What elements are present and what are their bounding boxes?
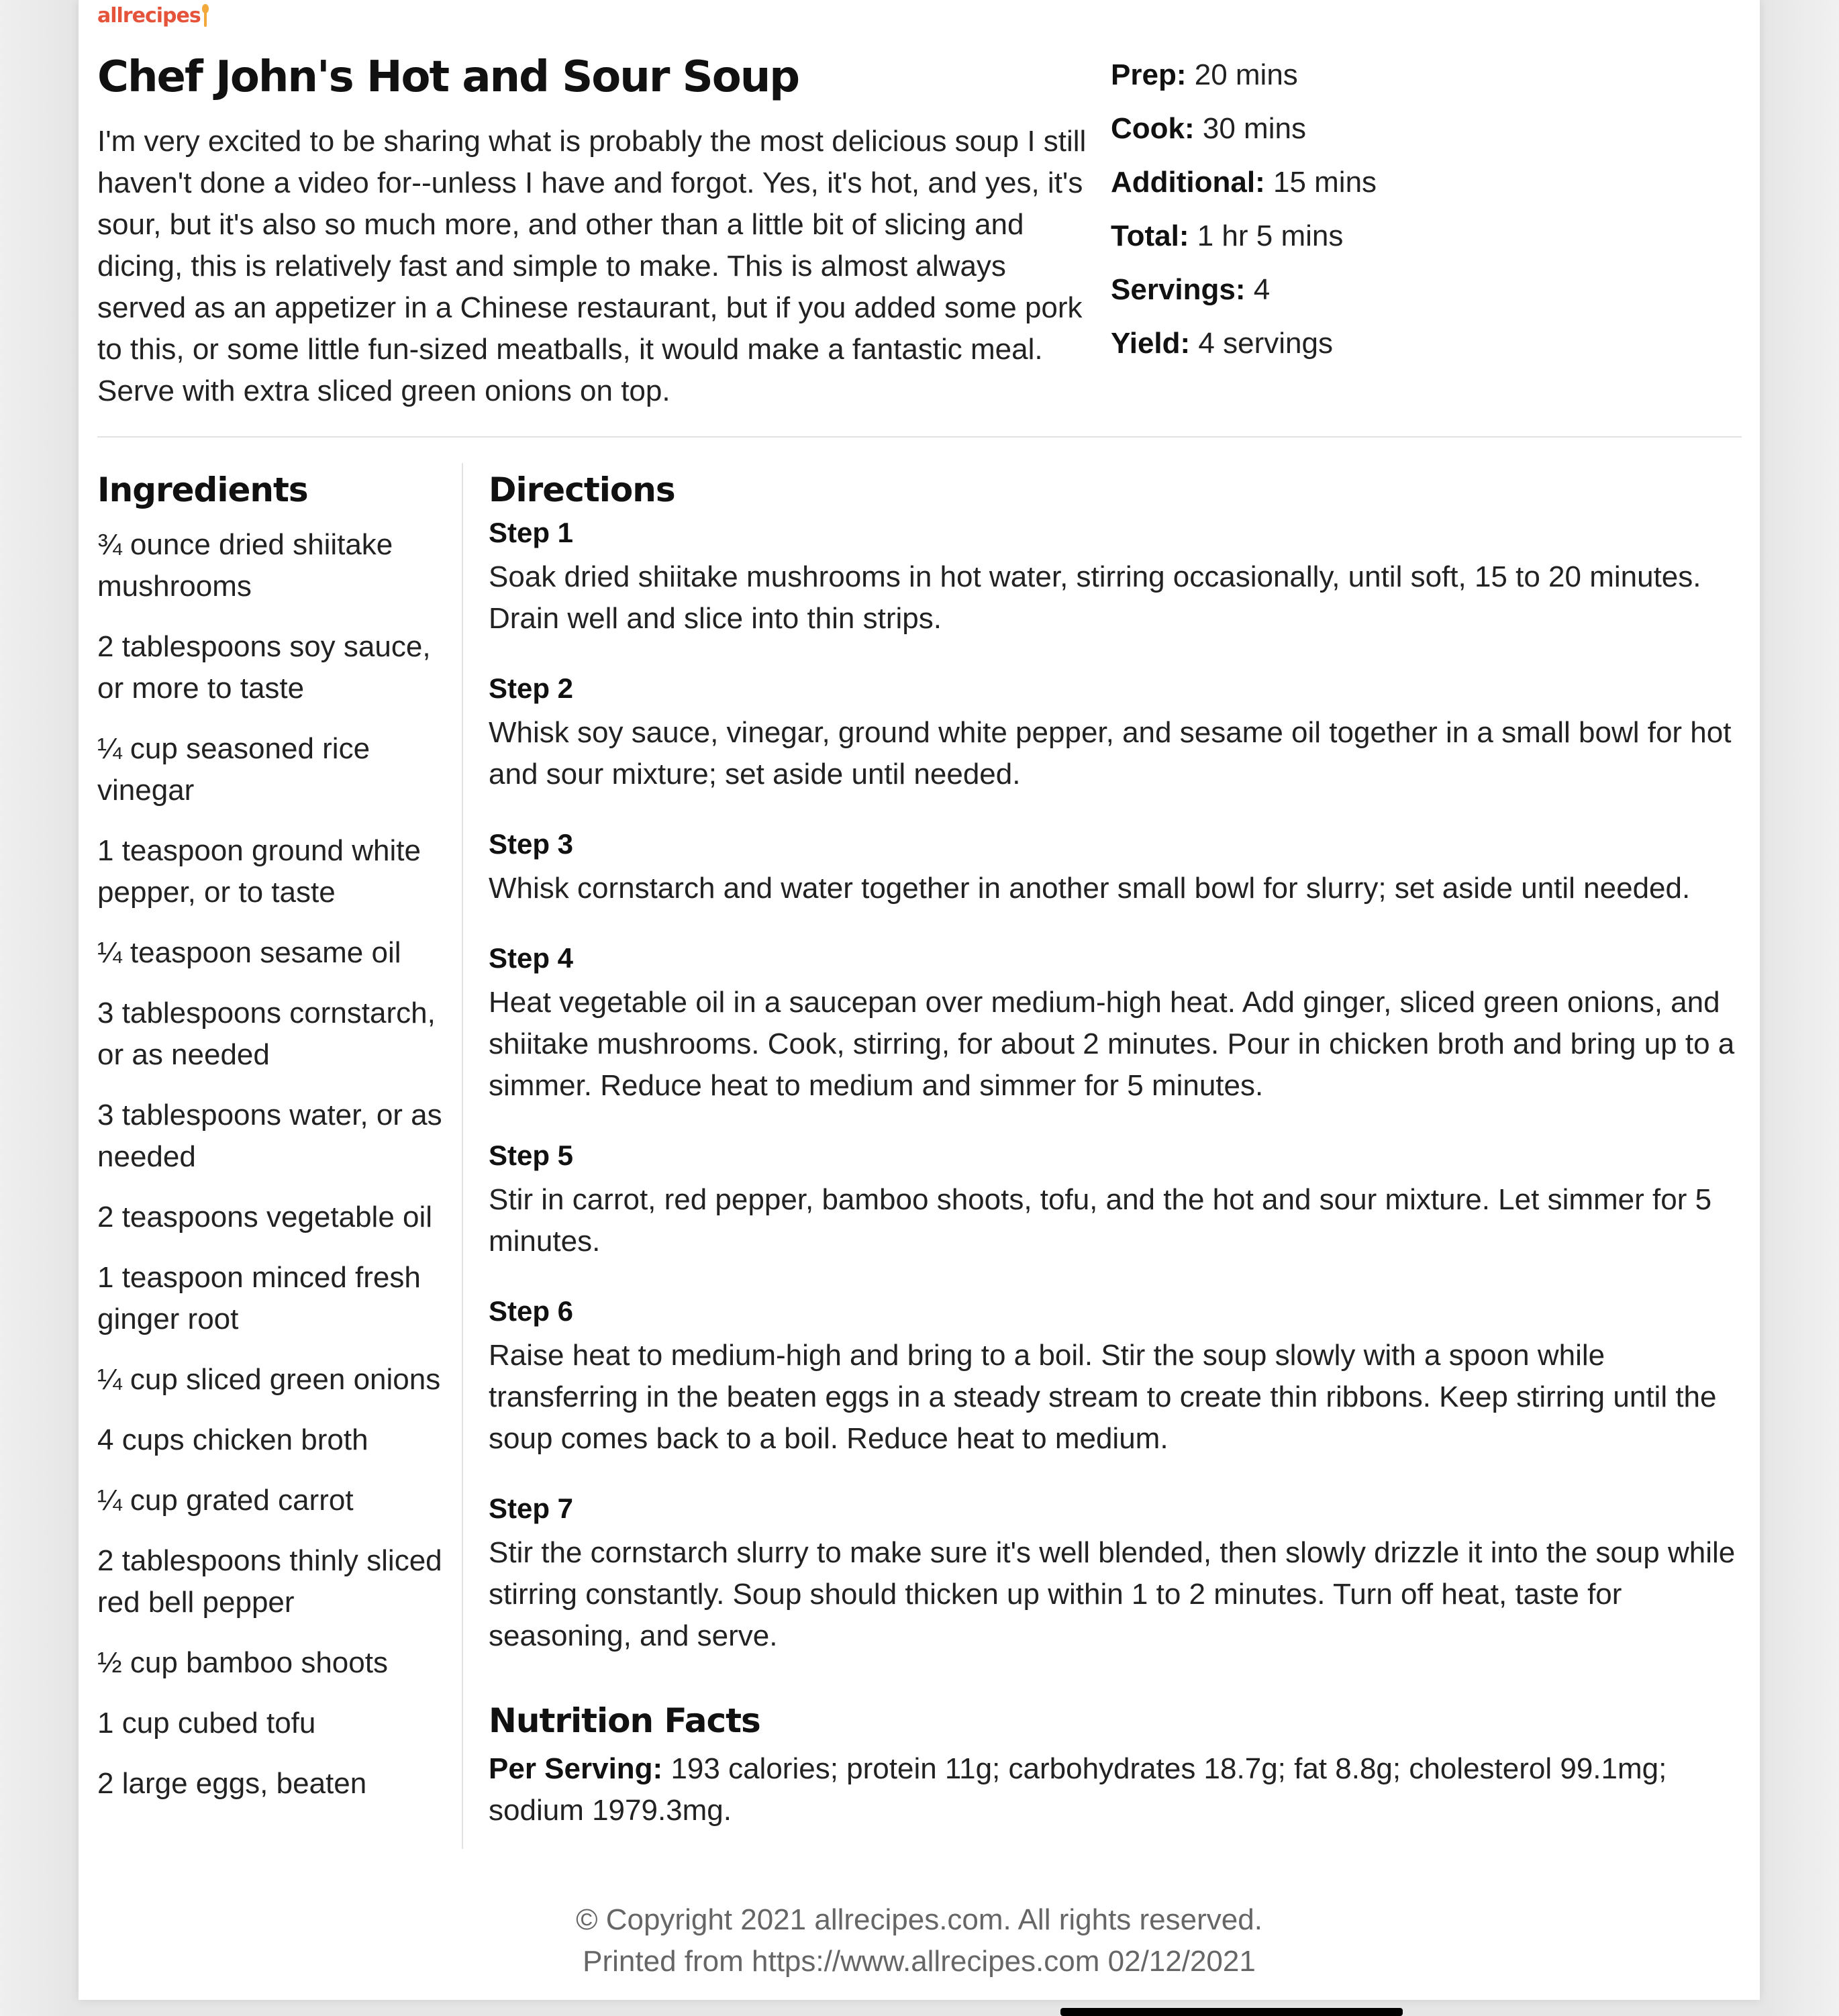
direction-step — [489, 939, 1750, 1107]
step-label: Step 5 — [489, 1140, 574, 1171]
direction-step — [489, 513, 1750, 640]
step-text: Whisk soy sauce, vinegar, ground white pepper, and sesame oil together in a small bowl for hot and sour mixture; set aside until needed. — [489, 716, 1732, 791]
meta-yield — [1111, 322, 1377, 376]
meta-value: 4 — [1253, 273, 1271, 306]
nutrition-values: 193 calories; protein 11g; carbohydrates 18.7g; fat 8.8g; cholesterol 99.1mg; sodium 1979.3mg. — [489, 1752, 1667, 1827]
ingredient-item: 2 tablespoons thinly sliced red bell pepper — [97, 1544, 442, 1619]
meta-label: Prep: — [1111, 58, 1187, 91]
allrecipes-logo — [97, 4, 209, 28]
per-serving-label: Per Serving: — [489, 1752, 663, 1785]
ingredient-item: 1 teaspoon minced fresh ginger root — [97, 1261, 421, 1335]
meta-servings — [1111, 268, 1377, 322]
ingredient-item: ¼ cup seasoned rice vinegar — [97, 732, 370, 807]
step-label: Step 1 — [489, 517, 574, 548]
meta-additional — [1111, 161, 1377, 215]
logo-text: allrecipes — [97, 4, 201, 28]
ingredients-heading: Ingredients — [97, 470, 308, 509]
step-label: Step 6 — [489, 1295, 574, 1327]
ingredient-item: 3 tablespoons cornstarch, or as needed — [97, 997, 436, 1071]
recipe-title: Chef John's Hot and Sour Soup — [97, 52, 799, 102]
direction-step — [489, 1136, 1750, 1262]
step-text: Soak dried shiitake mushrooms in hot water, stirring occasionally, until soft, 15 to 20 minutes. Drain well and slice into thin strips. — [489, 560, 1701, 635]
copyright-text: © Copyright 2021 allrecipes.com. All rights reserved. — [576, 1903, 1262, 1936]
nutrition-section — [489, 1697, 1750, 1831]
meta-value: 20 mins — [1194, 58, 1298, 91]
step-text: Raise heat to medium-high and bring to a boil. Stir the soup slowly with a spoon while transferring in the beaten eggs in a steady stream to create thin ribbons. Keep stirring until the soup comes back to a boil. Reduce heat to medium. — [489, 1339, 1717, 1455]
step-text: Stir in carrot, red pepper, bamboo shoots, tofu, and the hot and sour mixture. Let simmer for 5 minutes. — [489, 1183, 1712, 1258]
meta-value: 4 servings — [1198, 327, 1333, 360]
ingredient-item: ½ cup bamboo shoots — [97, 1646, 388, 1679]
section-divider — [97, 436, 1742, 438]
print-footer — [79, 1899, 1760, 1982]
ingredient-item: ¼ teaspoon sesame oil — [97, 936, 401, 969]
directions-heading: Directions — [489, 470, 675, 509]
direction-step — [489, 825, 1750, 909]
step-text: Stir the cornstarch slurry to make sure it's well blended, then slowly drizzle it into the soup while stirring constantly. Soup should thicken up within 1 to 2 minutes. Turn off heat, taste for seasoning, and serve. — [489, 1536, 1736, 1652]
spoon-icon — [202, 4, 209, 28]
direction-step — [489, 669, 1750, 795]
directions-section — [489, 466, 1750, 1831]
recipe-meta — [1111, 54, 1377, 376]
meta-label: Yield: — [1111, 327, 1191, 360]
ingredient-item: ¼ cup grated carrot — [97, 1484, 354, 1517]
step-text: Whisk cornstarch and water together in another small bowl for slurry; set aside until needed. — [489, 872, 1691, 905]
ingredient-item: 2 tablespoons soy sauce, or more to taste — [97, 630, 431, 705]
meta-label: Servings: — [1111, 273, 1246, 306]
nutrition-text — [489, 1748, 1750, 1831]
step-label: Step 3 — [489, 828, 574, 860]
ingredient-item: ¼ cup sliced green onions — [97, 1363, 441, 1396]
meta-prep — [1111, 54, 1377, 107]
step-label: Step 4 — [489, 942, 574, 974]
home-indicator[interactable] — [1060, 2008, 1403, 2016]
direction-step — [489, 1292, 1750, 1460]
recipe-description: I'm very excited to be sharing what is probably the most delicious soup I still haven't done a video for--unless I have and forgot. Yes, it's hot, and yes, it's sour, but it's also so much more, and other than a little bit of slicing and dicing, this is relatively fast and simple to make. This is almost always served as an appetizer in a Chinese restaurant, but if you added some pork to this, or some little fun-sized meatballs, it would make a fantastic meal. Serve with extra sliced green onions on top. — [97, 125, 1087, 407]
ingredients-section — [97, 466, 446, 1823]
meta-value: 30 mins — [1202, 112, 1306, 145]
meta-total — [1111, 215, 1377, 268]
meta-label: Cook: — [1111, 112, 1195, 145]
step-label: Step 7 — [489, 1493, 574, 1524]
direction-step — [489, 1489, 1750, 1657]
meta-value: 1 hr 5 mins — [1197, 219, 1344, 252]
column-divider — [462, 463, 463, 1849]
step-label: Step 2 — [489, 672, 574, 704]
ingredient-item: ¾ ounce dried shiitake mushrooms — [97, 528, 393, 603]
meta-cook — [1111, 107, 1377, 161]
meta-label: Total: — [1111, 219, 1189, 252]
printed-from-text: Printed from https://www.allrecipes.com 02/12/2021 — [583, 1945, 1256, 1978]
nutrition-heading: Nutrition Facts — [489, 1701, 760, 1740]
ingredient-item: 1 teaspoon ground white pepper, or to taste — [97, 834, 421, 909]
ingredients-list — [97, 524, 446, 1805]
ingredient-item: 2 large eggs, beaten — [97, 1767, 367, 1800]
meta-value: 15 mins — [1273, 166, 1377, 199]
meta-label: Additional: — [1111, 166, 1265, 199]
printed-recipe-page — [79, 0, 1760, 2000]
ingredient-item: 3 tablespoons water, or as needed — [97, 1099, 442, 1173]
step-text: Heat vegetable oil in a saucepan over medium-high heat. Add ginger, sliced green onions, and shiitake mushrooms. Cook, stirring, for about 2 minutes. Pour in chicken broth and bring up to a simmer. Reduce heat to medium and simmer for 5 minutes. — [489, 986, 1735, 1102]
ingredient-item: 2 teaspoons vegetable oil — [97, 1201, 433, 1233]
ingredient-item: 4 cups chicken broth — [97, 1423, 368, 1456]
ingredient-item: 1 cup cubed tofu — [97, 1707, 316, 1740]
